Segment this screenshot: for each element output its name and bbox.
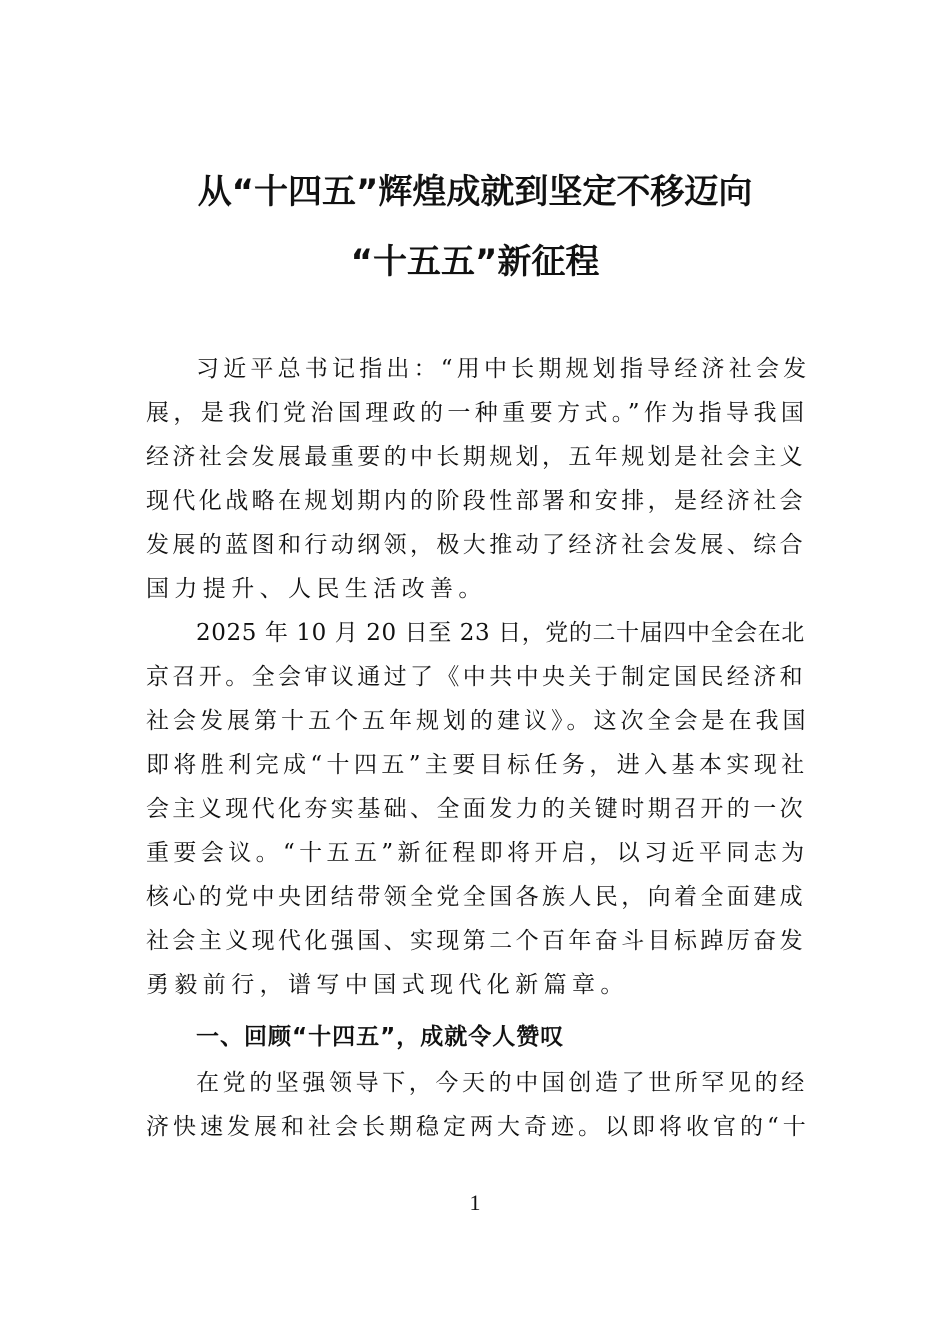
document-title-line-2: “十五五”新征程 — [350, 242, 600, 282]
paragraph-1-line: 展，是我们党治国理政的一种重要方式。”作为指导我国 — [146, 400, 809, 426]
paragraph-2-line: 会主义现代化夯实基础、全面发力的关键时期召开的一次 — [146, 796, 806, 822]
paragraph-2-line: 即将胜利完成“十四五”主要目标任务，进入基本实现社 — [146, 752, 809, 778]
paragraph-1-line: 发展的蓝图和行动纲领，极大推动了经济社会发展、综合 — [146, 532, 806, 558]
paragraph-2-line: 2025 年 10 月 20 日至 23 日，党的二十届四中全会在北 — [196, 620, 805, 646]
paragraph-2-line: 社会主义现代化强国、实现第二个百年奋斗目标踔厉奋发 — [146, 928, 806, 954]
paragraph-3-line: 在党的坚强领导下，今天的中国创造了世所罕见的经 — [196, 1070, 808, 1096]
paragraph-2-line: 京召开。全会审议通过了《中共中央关于制定国民经济和 — [146, 664, 806, 690]
paragraph-2-line: 勇毅前行，谱写中国式现代化新篇章。 — [146, 972, 629, 998]
page-number: 1 — [469, 1190, 481, 1215]
paragraph-3-line: 济快速发展和社会长期稳定两大奇迹。以即将收官的“十 — [146, 1114, 810, 1140]
paragraph-2-line: 重要会议。“十五五”新征程即将开启，以习近平同志为 — [146, 840, 809, 866]
paragraph-2-line: 核心的党中央团结带领全党全国各族人民，向着全面建成 — [146, 884, 806, 910]
paragraph-1-line: 习近平总书记指出：“用中长期规划指导经济社会发 — [196, 356, 811, 382]
paragraph-1-line: 国力提升、人民生活改善。 — [146, 576, 487, 602]
paragraph-1-line: 现代化战略在规划期内的阶段性部署和安排，是经济社会 — [146, 488, 806, 514]
document-title-line-1: 从“十四五”辉煌成就到坚定不移迈向 — [197, 172, 753, 212]
section-heading: 一、回顾“十四五”，成就令人赞叹 — [196, 1024, 565, 1050]
paragraph-2-line: 社会发展第十五个五年规划的建议》。这次全会是在我国 — [146, 708, 810, 734]
paragraph-1-line: 经济社会发展最重要的中长期规划，五年规划是社会主义 — [146, 444, 806, 470]
